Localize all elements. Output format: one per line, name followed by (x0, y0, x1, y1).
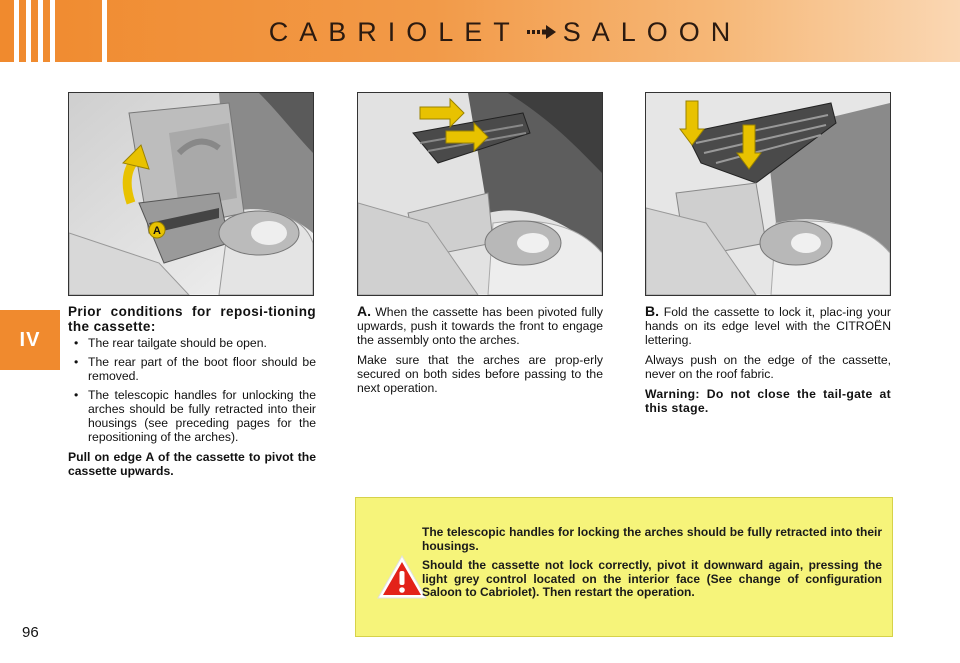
step-a-text: When the cassette has been pivoted fully upwards, push it towards the front to engage the assembly onto the arches. (357, 305, 603, 347)
warning-paragraph: The telescopic handles for locking the arches should be fully retracted into their housings. (422, 525, 882, 553)
chapter-tab: IV (0, 310, 60, 370)
column-step-a (357, 304, 603, 401)
step-b-note: Always push on the edge of the cassette, never on the roof fabric. (645, 353, 891, 381)
step-b-paragraph (645, 304, 891, 347)
header-stripe (50, 0, 55, 62)
column-prior-conditions (68, 304, 316, 484)
figure-boot-cassette (68, 92, 314, 296)
step-a-note: Make sure that the arches are prop-erly secured on both sides before passing to the next operation. (357, 353, 603, 395)
prior-conditions-list (68, 336, 316, 444)
header-stripe (102, 0, 107, 62)
header-stripe (26, 0, 31, 62)
warning-text (422, 526, 882, 606)
step-a-paragraph (357, 304, 603, 347)
list-item: • The rear tailgate should be open. (68, 336, 316, 350)
right-arrow-icon (527, 15, 557, 35)
header-stripe (14, 0, 19, 62)
title-cabriolet: CABRIOLET (268, 17, 521, 47)
step-b-text: Fold the cassette to lock it, plac-ing your hands on its edge level with the CITROËN lettering. (645, 305, 891, 347)
list-item: • The rear part of the boot floor should be removed. (68, 355, 316, 383)
step-b-warning: Warning: Do not close the tail-gate at this stage. (645, 387, 891, 415)
header-band (0, 0, 960, 62)
pull-instruction: Pull on edge A of the cassette to pivot the cassette upwards. (68, 450, 316, 478)
figure-cassette-folded (645, 92, 891, 296)
step-letter-b: B. (645, 303, 659, 319)
header-stripe (38, 0, 43, 62)
prior-conditions-heading: Prior conditions for reposi-tioning the cassette: (68, 304, 316, 334)
title-saloon: SALOON (562, 17, 742, 47)
list-item: • The telescopic handles for unlocking the arches should be fully retracted into their housings (see preceding pages for the repositioning of the arches). (68, 388, 316, 444)
warning-triangle-icon (376, 554, 428, 600)
figure-cassette-pushed-forward (357, 92, 603, 296)
step-letter-a: A. (357, 303, 371, 319)
page-title (170, 14, 840, 50)
callout-label-a: A (153, 225, 161, 237)
warning-paragraph: Should the cassette not lock correctly, pivot it downward again, pressing the light grey control located on the interior face (See change of configuration Saloon to Cabriolet). Then restart the operation. (422, 558, 882, 599)
column-step-b (645, 304, 891, 421)
warning-box (355, 497, 893, 637)
page-number: 96 (22, 624, 39, 641)
